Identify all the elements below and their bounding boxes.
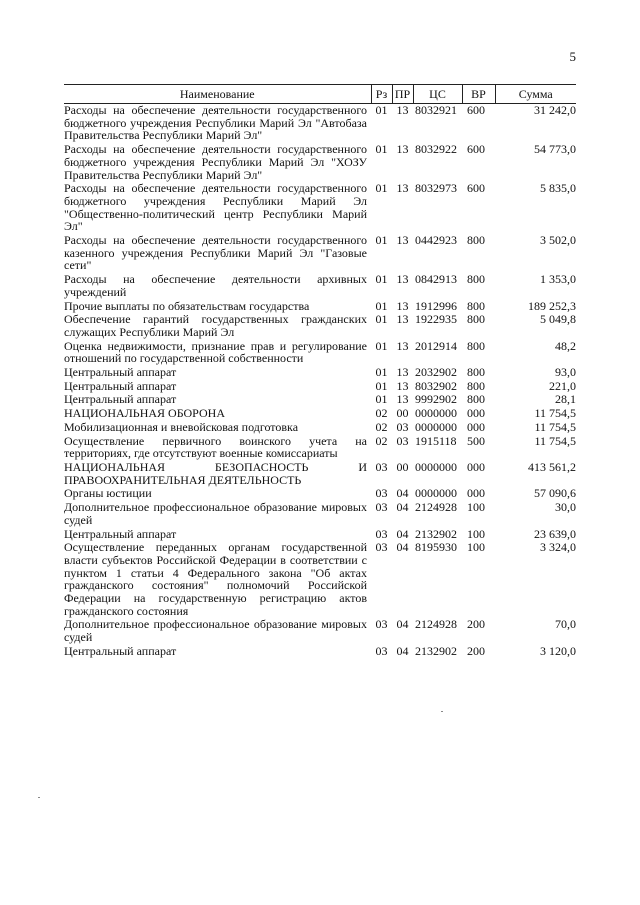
header-vr: ВР xyxy=(462,85,495,104)
row-sum: 5 835,0 xyxy=(540,181,576,196)
row-rz: 02 xyxy=(375,419,388,434)
row-cs: 2124928 xyxy=(415,500,457,515)
row-cs: 2124928 xyxy=(415,617,457,632)
scan-speck xyxy=(38,797,40,798)
header-sum: Сумма xyxy=(495,85,576,104)
row-rz: 03 xyxy=(375,526,388,541)
row-rz: 01 xyxy=(375,272,388,287)
row-pr: 03 xyxy=(396,419,409,434)
row-cs: 0000000 xyxy=(415,406,457,421)
row-rz: 01 xyxy=(375,365,388,380)
row-sum: 70,0 xyxy=(555,617,576,632)
row-name: Оценка недвижимости, признание прав и регулирование отношений по государственной собственности xyxy=(64,338,367,366)
row-rz: 03 xyxy=(375,617,388,632)
row-pr: 04 xyxy=(396,500,409,515)
table-row xyxy=(64,233,576,272)
row-name: Расходы на обеспечение деятельности государственного казенного учреждения Республики Марий Эл "Газовые сети" xyxy=(64,233,367,273)
row-cs: 2032902 xyxy=(415,365,457,380)
row-vr: 100 xyxy=(467,526,485,541)
row-name: Прочие выплаты по обязательствам государства xyxy=(64,298,310,313)
table-row xyxy=(64,272,576,298)
row-pr: 13 xyxy=(396,378,409,393)
table-row xyxy=(64,527,576,541)
row-name: Дополнительное профессиональное образование мировых судей xyxy=(64,617,367,645)
row-sum: 3 120,0 xyxy=(540,643,576,658)
row-sum: 57 090,6 xyxy=(534,486,576,501)
row-pr: 03 xyxy=(396,433,409,448)
row-cs: 0000000 xyxy=(415,419,457,434)
table-row xyxy=(64,486,576,500)
row-rz: 03 xyxy=(375,643,388,658)
row-name: Центральный аппарат xyxy=(64,392,177,407)
row-vr: 800 xyxy=(467,365,485,380)
row-sum: 54 773,0 xyxy=(534,142,576,157)
row-name: Осуществление переданных органам государственной власти субъектов Российской Федерации в соответствии с пунктом 1 статьи 4 Федерального закона "Об актах гражданского состояния" полномочий Российской Федерации на государственную регистрацию актов гражданского состояния xyxy=(64,540,367,618)
row-pr: 04 xyxy=(396,643,409,658)
row-cs: 2132902 xyxy=(415,526,457,541)
table-row xyxy=(64,312,576,338)
table-row xyxy=(64,460,576,486)
table-row xyxy=(64,434,576,460)
row-name: НАЦИОНАЛЬНАЯ БЕЗОПАСНОСТЬ И ПРАВООХРАНИТЕЛЬНАЯ ДЕЯТЕЛЬНОСТЬ xyxy=(64,459,367,487)
row-rz: 01 xyxy=(375,233,388,248)
budget-table xyxy=(64,84,576,658)
row-cs: 8032902 xyxy=(415,378,457,393)
row-cs: 2132902 xyxy=(415,643,457,658)
row-name: Расходы на обеспечение деятельности государственного бюджетного учреждения Республики Марий Эл "Общественно-политический центр Республики Марий Эл" xyxy=(64,181,367,234)
row-name: Расходы на обеспечение деятельности государственного бюджетного учреждения Республики Марий Эл "ХОЗУ Правительства Республики Марий Эл" xyxy=(64,142,367,182)
row-sum: 31 242,0 xyxy=(534,103,576,117)
row-name: Центральный аппарат xyxy=(64,526,177,541)
row-cs: 8032973 xyxy=(415,181,457,196)
row-sum: 48,2 xyxy=(555,338,576,353)
row-rz: 01 xyxy=(375,103,388,117)
row-pr: 13 xyxy=(396,142,409,157)
table-row xyxy=(64,500,576,526)
row-cs: 1922935 xyxy=(415,312,457,327)
table-row xyxy=(64,617,576,643)
row-sum: 221,0 xyxy=(549,378,576,393)
row-cs: 1915118 xyxy=(415,433,457,448)
table-row xyxy=(64,392,576,406)
row-vr: 600 xyxy=(467,181,485,196)
row-cs: 0000000 xyxy=(415,486,457,501)
row-cs: 8195930 xyxy=(415,540,457,555)
table-row xyxy=(64,104,576,143)
header-rz: Рз xyxy=(371,85,392,104)
scan-speck xyxy=(441,711,443,712)
row-rz: 03 xyxy=(375,459,388,474)
table-row xyxy=(64,379,576,393)
row-name: Осуществление первичного воинского учета на территориях, где отсутствуют военные комиссариаты xyxy=(64,433,367,461)
row-vr: 000 xyxy=(467,419,485,434)
row-sum: 28,1 xyxy=(555,392,576,407)
row-cs: 9992902 xyxy=(415,392,457,407)
row-name: Расходы на обеспечение деятельности архивных учреждений xyxy=(64,272,367,299)
row-rz: 01 xyxy=(375,338,388,353)
row-pr: 13 xyxy=(396,392,409,407)
row-rz: 02 xyxy=(375,433,388,448)
row-vr: 800 xyxy=(467,392,485,407)
row-sum: 189 252,3 xyxy=(528,298,576,313)
table-row xyxy=(64,420,576,434)
row-sum: 93,0 xyxy=(555,365,576,380)
row-name: НАЦИОНАЛЬНАЯ ОБОРОНА xyxy=(64,406,225,421)
row-name: Мобилизационная и вневойсковая подготовка xyxy=(64,419,299,434)
row-sum: 11 754,5 xyxy=(534,419,576,434)
row-vr: 800 xyxy=(467,378,485,393)
table-row xyxy=(64,339,576,365)
row-cs: 8032921 xyxy=(415,103,457,117)
row-vr: 200 xyxy=(467,617,485,632)
row-rz: 01 xyxy=(375,298,388,313)
header-pr: ПР xyxy=(392,85,413,104)
row-pr: 13 xyxy=(396,298,409,313)
row-pr: 13 xyxy=(396,103,409,117)
row-pr: 13 xyxy=(396,181,409,196)
row-rz: 03 xyxy=(375,500,388,515)
row-rz: 03 xyxy=(375,540,388,555)
row-cs: 8032922 xyxy=(415,142,457,157)
table-row xyxy=(64,299,576,313)
row-name: Расходы на обеспечение деятельности государственного бюджетного учреждения Республики Марий Эл "Автобаза Правительства Республики Марий Эл" xyxy=(64,103,367,143)
row-name: Дополнительное профессиональное образование мировых судей xyxy=(64,500,367,527)
row-name: Обеспечение гарантий государственных гражданских служащих Республики Марий Эл xyxy=(64,312,367,339)
page-number: 5 xyxy=(569,49,576,64)
row-vr: 000 xyxy=(467,459,485,474)
row-vr: 800 xyxy=(467,312,485,327)
row-vr: 800 xyxy=(467,298,485,313)
row-vr: 500 xyxy=(467,433,485,448)
row-sum: 11 754,5 xyxy=(534,433,576,448)
row-sum: 3 502,0 xyxy=(540,233,576,248)
row-vr: 100 xyxy=(467,540,485,555)
row-sum: 5 049,8 xyxy=(540,312,576,327)
table-header-row xyxy=(64,85,576,104)
row-cs: 0842913 xyxy=(415,272,457,287)
row-sum: 3 324,0 xyxy=(540,540,576,555)
table-row xyxy=(64,644,576,658)
row-vr: 000 xyxy=(467,406,485,421)
row-pr: 13 xyxy=(396,233,409,248)
row-name: Органы юстиции xyxy=(64,486,152,501)
row-name: Центральный аппарат xyxy=(64,365,177,380)
row-rz: 01 xyxy=(375,181,388,196)
row-pr: 04 xyxy=(396,540,409,555)
row-sum: 11 754,5 xyxy=(534,406,576,421)
row-sum: 30,0 xyxy=(555,500,576,515)
table-row xyxy=(64,540,576,617)
header-name: Наименование xyxy=(64,85,371,104)
row-rz: 01 xyxy=(375,392,388,407)
row-pr: 00 xyxy=(396,459,409,474)
row-vr: 800 xyxy=(467,233,485,248)
row-vr: 100 xyxy=(467,500,485,515)
row-sum: 1 353,0 xyxy=(540,272,576,287)
row-pr: 13 xyxy=(396,272,409,287)
table-row xyxy=(64,142,576,181)
row-rz: 02 xyxy=(375,406,388,421)
row-sum: 23 639,0 xyxy=(534,526,576,541)
row-vr: 800 xyxy=(467,338,485,353)
header-cs: ЦС xyxy=(413,85,462,104)
row-name: Центральный аппарат xyxy=(64,378,177,393)
row-cs: 0442923 xyxy=(415,233,457,248)
row-pr: 13 xyxy=(396,312,409,327)
row-pr: 13 xyxy=(396,365,409,380)
table-row xyxy=(64,406,576,420)
row-cs: 0000000 xyxy=(415,459,457,474)
row-vr: 000 xyxy=(467,486,485,501)
row-pr: 00 xyxy=(396,406,409,421)
row-pr: 04 xyxy=(396,526,409,541)
row-vr: 600 xyxy=(467,103,485,117)
row-pr: 04 xyxy=(396,486,409,501)
table-row xyxy=(64,181,576,233)
row-vr: 800 xyxy=(467,272,485,287)
row-pr: 13 xyxy=(396,338,409,353)
row-rz: 01 xyxy=(375,142,388,157)
table-row xyxy=(64,365,576,379)
row-pr: 04 xyxy=(396,617,409,632)
row-vr: 600 xyxy=(467,142,485,157)
row-rz: 03 xyxy=(375,486,388,501)
row-sum: 413 561,2 xyxy=(528,459,576,474)
row-rz: 01 xyxy=(375,312,388,327)
row-cs: 1912996 xyxy=(415,298,457,313)
row-vr: 200 xyxy=(467,643,485,658)
row-cs: 2012914 xyxy=(415,338,457,353)
row-name: Центральный аппарат xyxy=(64,643,177,658)
row-rz: 01 xyxy=(375,378,388,393)
